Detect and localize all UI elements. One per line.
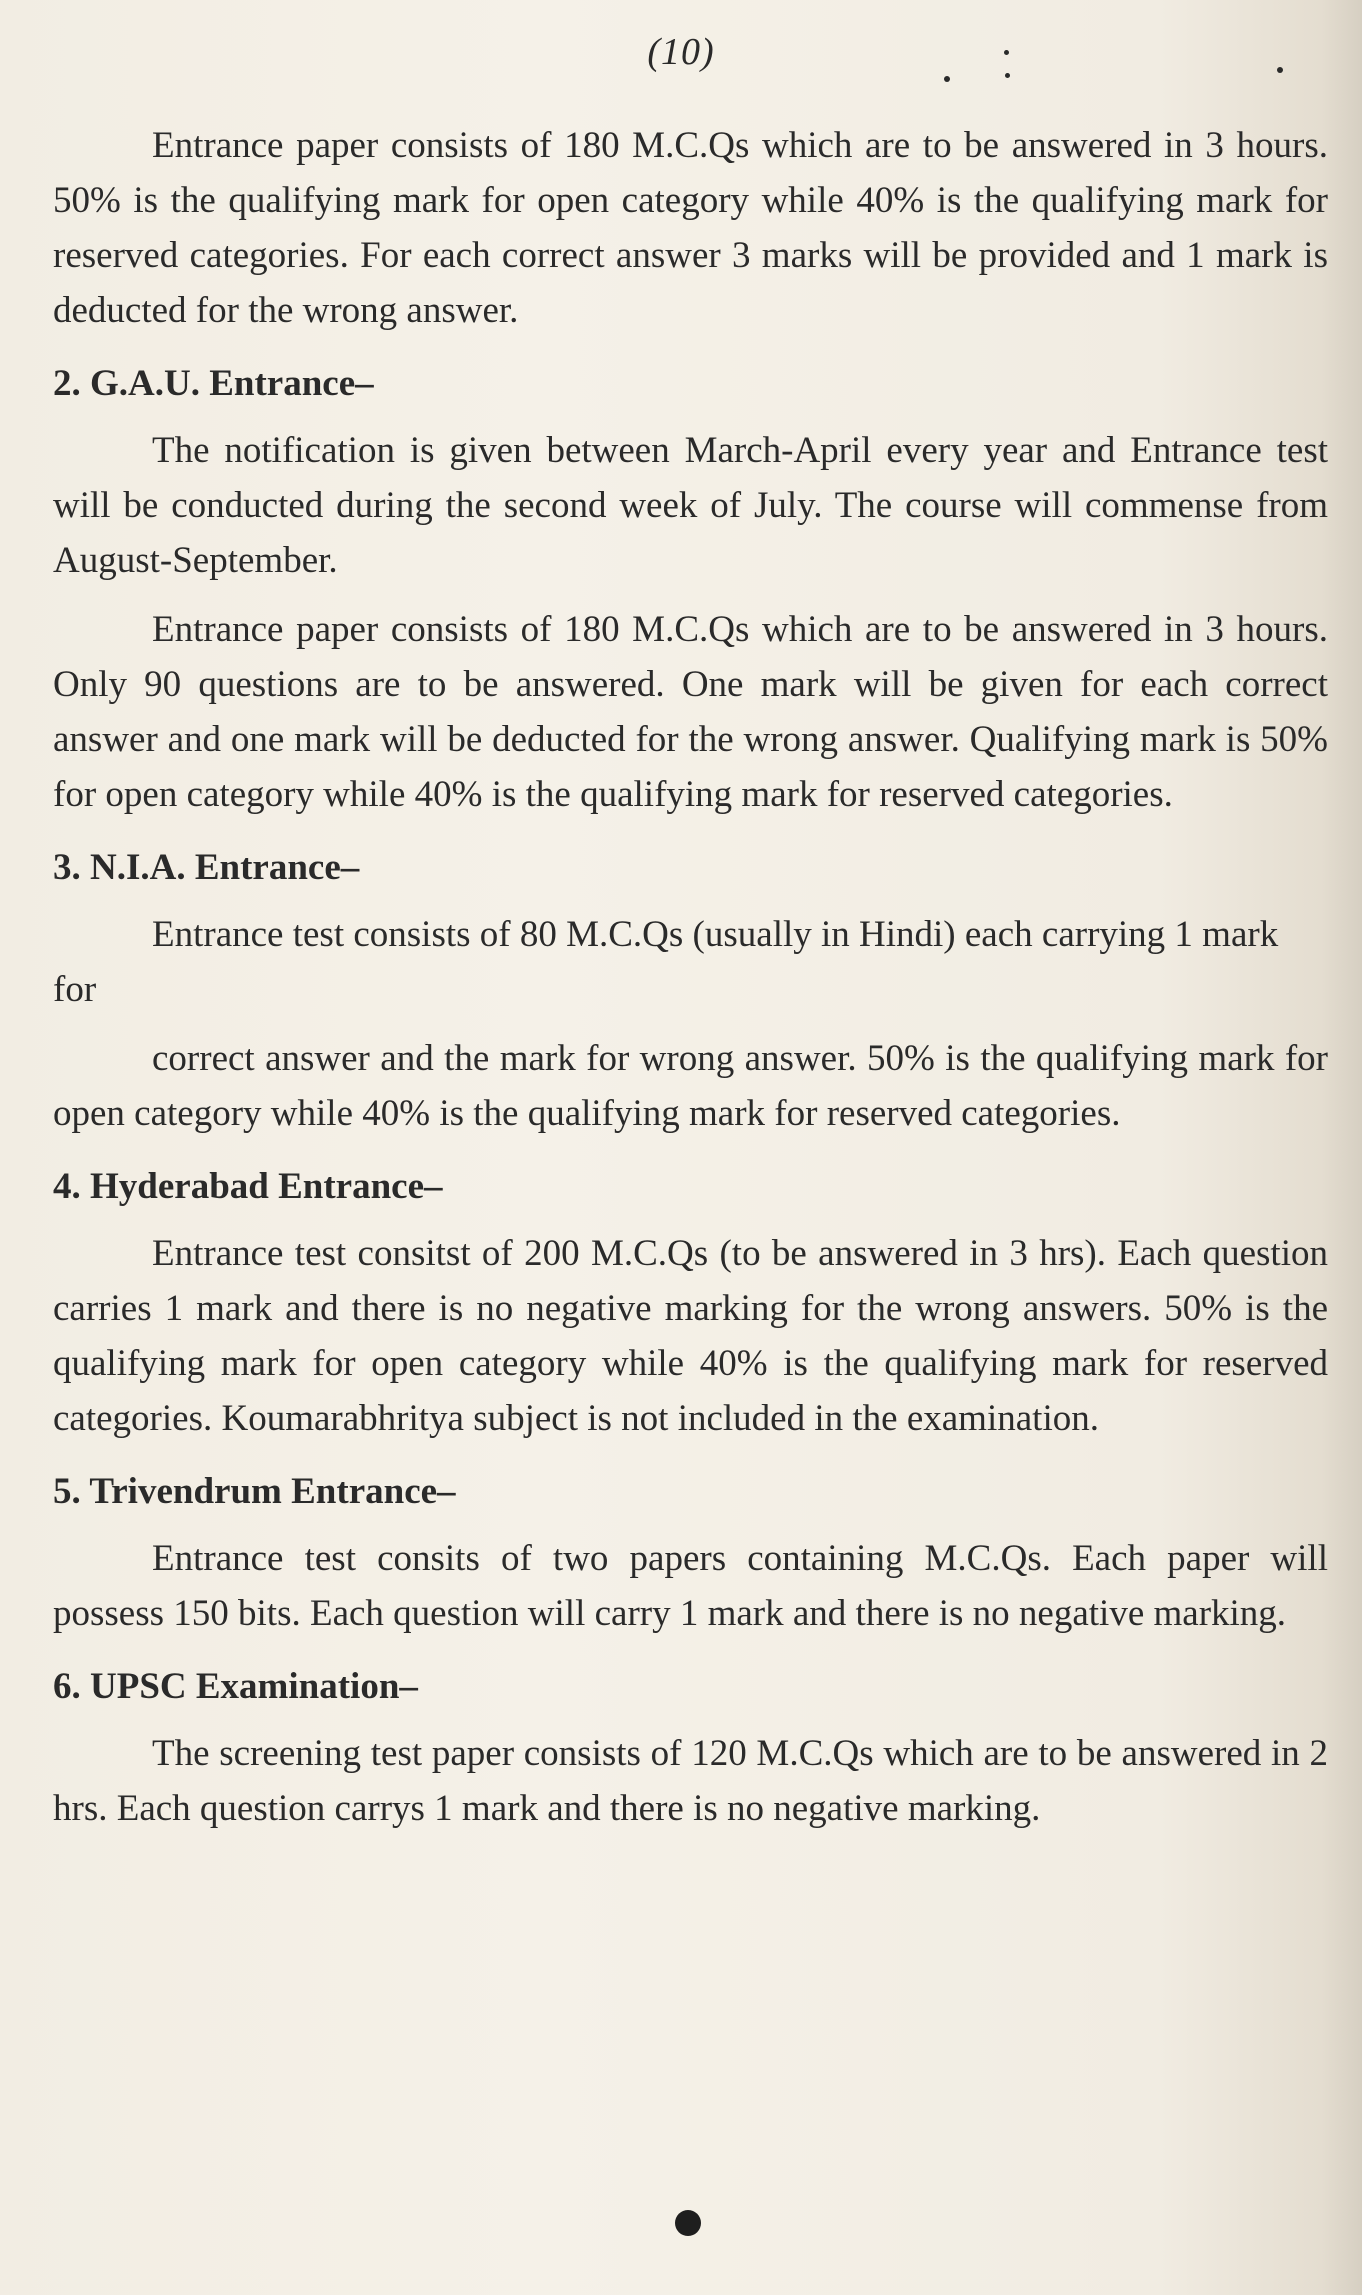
section-hyderabad	[53, 1159, 1328, 1446]
speck-dot	[1005, 73, 1010, 78]
section-paragraph: Entrance paper consists of 180 M.C.Qs which are to be answered in 3 hours. Only 90 questions are to be answered. One mark will be given for each correct answer and one mark will be deducted for the wrong answer. Qualifying mark is 50% for open category while 40% is the qualifying mark for reserved categories.	[53, 609, 1328, 815]
intro-paragraph: Entrance paper consists of 180 M.C.Qs which are to be answered in 3 hours. 50% is the qualifying mark for open category while 40% is the qualifying mark for reserved categories. For each correct answer 3 marks will be provided and 1 mark is deducted for the wrong answer.	[53, 125, 1328, 331]
section-paragraph: correct answer and the mark for wrong answer. 50% is the qualifying mark for open category while 40% is the qualifying mark for reserved categories.	[53, 1038, 1328, 1134]
bullet-dot-icon	[675, 2210, 701, 2236]
speck-dot	[1277, 67, 1283, 73]
document-body	[53, 118, 1328, 1836]
section-heading: 5. Trivendrum Entrance–	[53, 1471, 456, 1512]
speck-dot	[1004, 50, 1009, 55]
section-paragraph: The notification is given between March-April every year and Entrance test will be conducted during the second week of July. The course will commense from August-September.	[53, 430, 1328, 581]
section-heading: 3. N.I.A. Entrance–	[53, 847, 360, 888]
section-paragraph: Entrance test consitst of 200 M.C.Qs (to be answered in 3 hrs). Each question carries 1 mark and there is no negative marking for the wrong answers. 50% is the qualifying mark for open category while 40% is the qualifying mark for reserved categories. Koumarabhritya subject is not included in the examination.	[53, 1233, 1328, 1439]
section-heading: 2. G.A.U. Entrance–	[53, 363, 374, 404]
speck-dot	[944, 76, 950, 82]
section-gau	[53, 356, 1328, 822]
page-number: (10)	[647, 31, 715, 73]
section-heading: 4. Hyderabad Entrance–	[53, 1166, 443, 1207]
section-upsc	[53, 1659, 1328, 1836]
section-trivendrum	[53, 1464, 1328, 1641]
section-paragraph: Entrance test consists of 80 M.C.Qs (usually in Hindi) each carrying 1 mark for	[53, 914, 1279, 1010]
section-paragraph: The screening test paper consists of 120 M.C.Qs which are to be answered in 2 hrs. Each question carrys 1 mark and there is no negative marking.	[53, 1733, 1328, 1829]
section-heading: 6. UPSC Examination–	[53, 1666, 418, 1707]
section-paragraph: Entrance test consits of two papers containing M.C.Qs. Each paper will possess 150 bits. Each question will carry 1 mark and there is no negative marking.	[53, 1538, 1328, 1634]
section-nia	[53, 840, 1328, 1141]
